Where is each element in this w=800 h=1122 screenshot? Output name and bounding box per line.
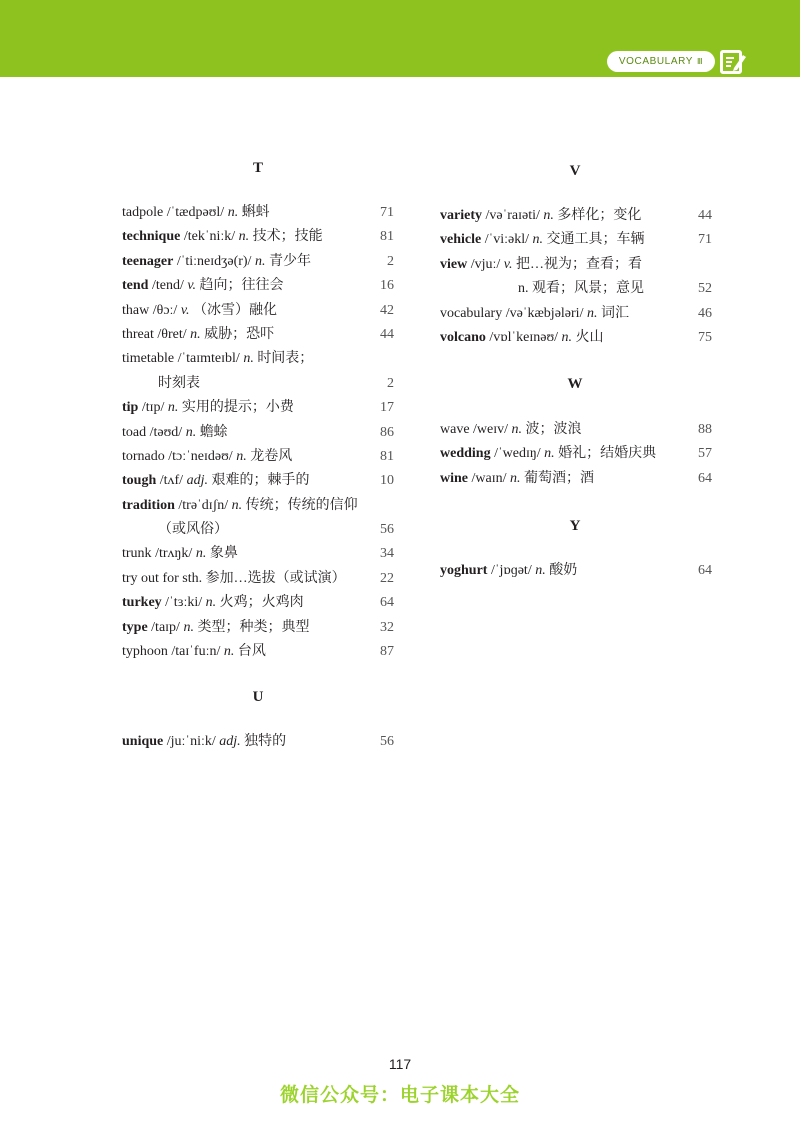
glossary-entry	[122, 274, 394, 298]
entry-meaning: 青少年	[268, 253, 311, 269]
entry-meaning: 独特的	[244, 734, 287, 749]
entry-page: 2	[387, 253, 394, 269]
section-letter-y: Y	[569, 518, 581, 534]
entry-word: teenager	[122, 253, 174, 269]
glossary-entry	[440, 228, 712, 252]
entry-meaning: 蟾蜍	[199, 424, 228, 440]
entry-word: unique	[122, 734, 164, 749]
entry-meaning: 参加…选拔（或试演）	[205, 570, 346, 586]
entry-continuation: 时刻表	[158, 375, 200, 391]
entry-meaning: 趋向；往往会	[199, 278, 284, 294]
entry-word: turkey	[122, 595, 162, 611]
entries-t	[122, 201, 394, 664]
glossary-entry	[122, 201, 394, 225]
entry-page: 64	[698, 563, 712, 578]
entry-ipa: /tʌf/	[159, 473, 184, 489]
entry-page: 71	[380, 205, 394, 220]
entry-page: 32	[380, 619, 394, 635]
entry-ipa: /vəˈraɪəti/	[485, 208, 540, 223]
entry-page: 10	[380, 473, 394, 489]
entry-meaning: 酸奶	[549, 563, 578, 578]
entry-word: wave	[440, 422, 470, 437]
entry-page: 17	[380, 400, 394, 416]
entry-meaning: 多样化；变化	[557, 208, 642, 223]
section-letter-w: W	[567, 376, 583, 392]
entry-word: threat	[122, 326, 154, 342]
entry-page: 86	[380, 424, 394, 440]
entry-ipa: /tɔːˈneɪdəʊ/	[168, 448, 233, 464]
entry-ipa: /ˈtædpəʊl/	[166, 205, 225, 220]
entry-word: wedding	[440, 446, 491, 462]
entry-pos: n.	[227, 205, 239, 220]
entry-meaning: 技术；技能	[252, 229, 323, 245]
entry-meaning: 火山	[575, 329, 604, 345]
entry-ipa: /tend/	[151, 278, 184, 294]
glossary-entry	[440, 302, 712, 326]
entry-meaning: 把…视为；查看；看	[515, 256, 642, 272]
entry-word: tip	[122, 400, 139, 416]
entry-pos: n.	[195, 546, 207, 562]
entry-page: 44	[380, 326, 394, 342]
glossary-entry	[122, 518, 394, 542]
glossary-entry	[122, 494, 394, 518]
entry-continuation: （或风俗）	[158, 522, 228, 538]
entry-page: 81	[380, 229, 394, 245]
entry-word: thaw	[122, 302, 150, 318]
entry-word: wine	[440, 470, 468, 486]
glossary-entry	[122, 347, 394, 371]
entry-meaning: 传统；传统的信仰	[245, 497, 358, 513]
entry-meaning: 蝌蚪	[241, 205, 270, 220]
entry-pos: v.	[180, 302, 190, 318]
glossary-entry	[122, 250, 394, 274]
section-letter-v: V	[569, 163, 581, 179]
entry-ipa: /vjuː/	[470, 256, 501, 272]
entry-word: vehicle	[440, 232, 482, 248]
entry-word: tough	[122, 473, 157, 489]
entry-page: 57	[698, 446, 712, 462]
entry-pos: n.	[236, 448, 247, 464]
entry-ipa: /juːˈniːk/	[166, 734, 216, 749]
entry-meaning: 葡萄酒；酒	[524, 470, 594, 486]
glossary-entry	[440, 467, 712, 491]
entry-pos: n.	[205, 595, 217, 611]
entry-ipa: /trʌŋk/	[155, 546, 193, 562]
entry-ipa: /ˈviːəkl/	[484, 232, 530, 248]
entry-meaning: 火鸡；火鸡肉	[219, 595, 304, 611]
entry-word: typhoon	[122, 644, 168, 660]
entry-pos: n.	[543, 208, 554, 223]
entry-page: 42	[380, 302, 394, 318]
entry-page: 64	[698, 470, 712, 486]
entry-pos: n.	[243, 351, 254, 367]
entry-pos: n.	[532, 232, 544, 248]
entry-ipa: /tɪp/	[141, 400, 165, 416]
glossary-entry	[122, 445, 394, 469]
entry-page: 71	[698, 232, 712, 248]
entries-v	[440, 204, 712, 350]
glossary-entry	[440, 559, 712, 583]
entry-word: technique	[122, 229, 181, 245]
entry-meaning: 词汇	[600, 305, 629, 321]
entry-meaning: 龙卷风	[250, 448, 293, 464]
entry-page: 81	[380, 448, 394, 464]
notebook-pencil-icon	[720, 48, 747, 75]
entry-word: view	[440, 256, 468, 272]
entry-pos: n.	[231, 497, 243, 513]
entry-ipa: /taɪˈfuːn/	[171, 644, 221, 660]
entry-word: tend	[122, 278, 149, 294]
glossary-entry	[122, 567, 394, 591]
glossary-entry	[122, 616, 394, 640]
entry-ipa: /trəˈdɪʃn/	[178, 497, 229, 513]
entry-meaning: 象鼻	[209, 546, 238, 562]
entry-ipa: /ˈtaɪmteɪbl/	[177, 351, 240, 367]
entry-page: 16	[380, 278, 394, 294]
entry-ipa: /weɪv/	[473, 422, 509, 437]
entry-page: 22	[380, 570, 394, 586]
glossary-entry	[122, 730, 394, 754]
entry-meaning: 类型；种类；典型	[197, 619, 310, 635]
vocabulary-marker: Ⅲ	[697, 57, 704, 66]
entry-pos: n.	[223, 644, 235, 660]
entry-word: volcano	[440, 329, 486, 345]
entries-w	[440, 418, 712, 491]
glossary-entry	[440, 277, 712, 301]
entry-ipa: /təʊd/	[149, 424, 183, 440]
entry-meaning: 实用的提示；小费	[181, 400, 294, 416]
entry-ipa: /ˈtɜːki/	[165, 595, 203, 611]
entry-ipa: /vɒlˈkeɪnəʊ/	[489, 329, 559, 345]
glossary-entry	[440, 442, 712, 466]
entry-pos: n.	[511, 422, 523, 437]
entry-ipa: /ˈjɒɡət/	[490, 563, 532, 578]
entry-ipa: /ˈtiːneɪdʒə(r)/	[176, 253, 252, 269]
vocabulary-label: VOCABULARY	[618, 56, 694, 67]
entries-y	[440, 559, 712, 583]
entry-pos: adj.	[219, 734, 241, 749]
entry-page: 2	[387, 375, 394, 391]
entry-meaning: （冰雪）融化	[193, 302, 277, 318]
entry-ipa: /θɔː/	[152, 302, 178, 318]
section-letter-t: T	[252, 160, 263, 176]
entry-word: tornado	[122, 448, 165, 464]
watermark: 微信公众号：电子课本大全	[279, 1084, 520, 1106]
glossary-entry	[440, 326, 712, 350]
vocabulary-tab	[607, 51, 715, 72]
entry-word: try out for sth.	[122, 570, 203, 586]
glossary-entry	[440, 204, 712, 228]
glossary-entry	[440, 418, 712, 442]
entry-meaning: 时间表；	[257, 351, 314, 367]
entry-word: variety	[440, 208, 482, 223]
entry-pos: n.	[238, 229, 250, 245]
entry-word: vocabulary	[440, 305, 503, 321]
entries-u	[122, 730, 394, 754]
entry-pos: v.	[503, 256, 513, 272]
entry-continuation: n. 观看；风景；意见	[518, 281, 644, 297]
entry-meaning: 婚礼；结婚庆典	[558, 446, 657, 462]
entry-word: yoghurt	[440, 563, 488, 578]
entry-page: 34	[380, 546, 394, 562]
entry-page: 46	[698, 305, 712, 321]
entry-page: 52	[698, 281, 712, 297]
glossary-entry	[122, 469, 394, 493]
entry-pos: n.	[586, 305, 598, 321]
entry-page: 87	[380, 644, 394, 660]
entry-meaning: 交通工具；车辆	[546, 232, 645, 248]
entry-word: type	[122, 619, 148, 635]
glossary-entry	[122, 372, 394, 396]
entry-pos: adj.	[186, 473, 208, 489]
entry-ipa: /vəˈkæbjələri/	[505, 305, 584, 321]
entry-page: 88	[698, 422, 712, 437]
entry-word: timetable	[122, 351, 175, 367]
entry-meaning: 威胁；恐吓	[204, 326, 275, 342]
entry-page: 64	[380, 595, 394, 611]
page-number: 117	[388, 1056, 412, 1072]
entry-pos: n.	[544, 446, 555, 462]
entry-pos: n.	[561, 329, 573, 345]
entry-word: trunk	[122, 546, 152, 562]
glossary-entry	[122, 640, 394, 664]
entry-meaning: 艰难的；棘手的	[211, 473, 310, 489]
entry-pos: n.	[510, 470, 521, 486]
entry-meaning: 台风	[237, 644, 266, 660]
entry-ipa: /ˈwedɪŋ/	[494, 446, 541, 462]
entry-pos: v.	[187, 278, 197, 294]
entry-pos: n.	[190, 326, 201, 342]
entry-pos: n.	[254, 253, 266, 269]
entry-page: 56	[380, 734, 394, 749]
entry-meaning: 波；波浪	[525, 422, 582, 437]
entry-word: tadpole	[122, 205, 164, 220]
entry-pos: n.	[183, 619, 194, 635]
glossary-entry	[122, 542, 394, 566]
entry-ipa: /taɪp/	[151, 619, 180, 635]
glossary-entry	[122, 225, 394, 249]
entry-word: tradition	[122, 497, 175, 513]
entry-pos: n.	[167, 400, 179, 416]
entry-word: toad	[122, 424, 147, 440]
entry-pos: n.	[185, 424, 197, 440]
glossary-entry	[122, 591, 394, 615]
glossary-entry	[122, 323, 394, 347]
glossary-entry	[122, 299, 394, 323]
entry-ipa: /θret/	[157, 326, 187, 342]
entry-page: 75	[698, 329, 712, 345]
section-letter-u: U	[252, 689, 264, 705]
entry-page: 44	[698, 208, 712, 223]
glossary-entry	[440, 253, 712, 277]
entry-page: 56	[380, 522, 394, 538]
entry-pos: n.	[535, 563, 546, 578]
entry-ipa: /waɪn/	[471, 470, 507, 486]
entry-ipa: /tekˈniːk/	[183, 229, 236, 245]
glossary-entry	[122, 396, 394, 420]
glossary-entry	[122, 421, 394, 445]
